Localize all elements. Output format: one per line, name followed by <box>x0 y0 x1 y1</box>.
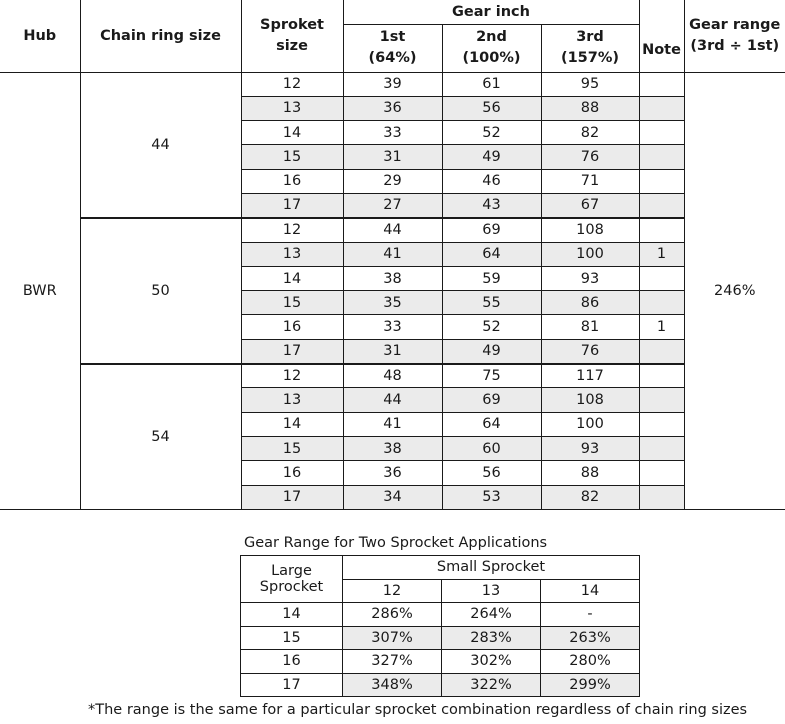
header-3rd-line1: 3rd <box>576 29 604 45</box>
note-cell <box>639 485 684 509</box>
two-sprocket-table <box>240 555 640 697</box>
note-cell <box>639 96 684 120</box>
note-cell: 1 <box>639 315 684 339</box>
header-sprocket-line2: size <box>276 37 308 54</box>
note-cell <box>639 121 684 145</box>
first-cell: 35 <box>343 291 442 315</box>
sprocket-cell: 16 <box>241 315 343 339</box>
chain-ring-cell: 54 <box>80 364 241 510</box>
footnote: *The range is the same for a particular sprocket combination regardless of chain ring sizes <box>88 702 748 718</box>
first-cell: 48 <box>343 364 442 388</box>
range-value-cell: 307% <box>343 626 442 650</box>
second-cell: 60 <box>442 436 541 460</box>
sprocket-cell: 12 <box>241 364 343 388</box>
two-sprocket-caption: Gear Range for Two Sprocket Applications <box>244 535 548 551</box>
header-1st-gear <box>343 24 442 72</box>
header-gear-range <box>684 0 785 72</box>
first-cell: 36 <box>343 96 442 120</box>
gear-inch-table-body <box>0 72 785 509</box>
third-cell: 108 <box>541 388 639 412</box>
third-cell: 71 <box>541 169 639 193</box>
large-sprocket-cell: 16 <box>241 650 343 674</box>
third-cell: 117 <box>541 364 639 388</box>
third-cell: 93 <box>541 436 639 460</box>
first-cell: 44 <box>343 388 442 412</box>
sprocket-cell: 13 <box>241 388 343 412</box>
hub-cell: BWR <box>0 72 80 509</box>
sprocket-cell: 17 <box>241 193 343 217</box>
range-value-cell: 286% <box>343 603 442 627</box>
header-small-col: 13 <box>442 579 541 603</box>
first-cell: 31 <box>343 339 442 363</box>
range-value-cell: 264% <box>442 603 541 627</box>
second-cell: 52 <box>442 315 541 339</box>
note-cell <box>639 145 684 169</box>
second-cell: 52 <box>442 121 541 145</box>
header-2nd-line1: 2nd <box>476 29 507 45</box>
sprocket-cell: 15 <box>241 291 343 315</box>
table-row <box>241 603 640 627</box>
note-cell: 1 <box>639 242 684 266</box>
third-cell: 93 <box>541 266 639 290</box>
second-cell: 49 <box>442 339 541 363</box>
header-sprocket-line1: Sproket <box>260 16 324 33</box>
first-cell: 29 <box>343 169 442 193</box>
large-sprocket-cell: 14 <box>241 603 343 627</box>
third-cell: 76 <box>541 339 639 363</box>
first-cell: 44 <box>343 218 442 242</box>
first-cell: 41 <box>343 242 442 266</box>
header-range-line2: (3rd ÷ 1st) <box>690 37 780 54</box>
third-cell: 82 <box>541 485 639 509</box>
note-cell <box>639 169 684 193</box>
second-cell: 69 <box>442 218 541 242</box>
second-cell: 43 <box>442 193 541 217</box>
note-cell <box>639 412 684 436</box>
second-cell: 53 <box>442 485 541 509</box>
header-gear-inch: Gear inch <box>343 0 639 24</box>
header-2nd-line2: (100%) <box>462 50 521 66</box>
header-small-sprocket: Small Sprocket <box>343 556 640 580</box>
header-hub: Hub <box>0 0 80 72</box>
table-row <box>0 72 785 96</box>
header-small-col: 12 <box>343 579 442 603</box>
table-row <box>241 650 640 674</box>
table-row <box>0 364 785 388</box>
range-value-cell: 322% <box>442 673 541 697</box>
chain-ring-cell: 44 <box>80 72 241 218</box>
note-cell <box>639 364 684 388</box>
second-cell: 75 <box>442 364 541 388</box>
sprocket-cell: 14 <box>241 412 343 436</box>
header-3rd-gear <box>541 24 639 72</box>
third-cell: 67 <box>541 193 639 217</box>
header-large-sprocket <box>241 556 343 603</box>
first-cell: 33 <box>343 121 442 145</box>
first-cell: 34 <box>343 485 442 509</box>
second-cell: 69 <box>442 388 541 412</box>
third-cell: 100 <box>541 412 639 436</box>
sprocket-cell: 15 <box>241 436 343 460</box>
sprocket-cell: 16 <box>241 169 343 193</box>
range-value-cell: 327% <box>343 650 442 674</box>
range-value-cell: 302% <box>442 650 541 674</box>
first-cell: 27 <box>343 193 442 217</box>
large-sprocket-cell: 17 <box>241 673 343 697</box>
sprocket-cell: 13 <box>241 96 343 120</box>
first-cell: 39 <box>343 72 442 96</box>
second-cell: 64 <box>442 242 541 266</box>
gear-range-cell: 246% <box>684 72 785 509</box>
chain-ring-cell: 50 <box>80 218 241 364</box>
range-value-cell: 263% <box>541 626 640 650</box>
sprocket-cell: 17 <box>241 339 343 363</box>
first-cell: 31 <box>343 145 442 169</box>
note-cell <box>639 266 684 290</box>
note-cell <box>639 339 684 363</box>
third-cell: 82 <box>541 121 639 145</box>
note-cell <box>639 218 684 242</box>
sprocket-cell: 14 <box>241 266 343 290</box>
second-cell: 56 <box>442 96 541 120</box>
third-cell: 100 <box>541 242 639 266</box>
second-cell: 46 <box>442 169 541 193</box>
header-sprocket-size <box>241 0 343 72</box>
header-chain-ring-size: Chain ring size <box>80 0 241 72</box>
second-cell: 59 <box>442 266 541 290</box>
second-cell: 56 <box>442 461 541 485</box>
table-row <box>241 673 640 697</box>
range-value-cell: 348% <box>343 673 442 697</box>
first-cell: 38 <box>343 436 442 460</box>
header-3rd-line2: (157%) <box>560 50 620 66</box>
second-cell: 49 <box>442 145 541 169</box>
first-cell: 36 <box>343 461 442 485</box>
range-value-cell: - <box>541 603 640 627</box>
header-1st-line2: (64%) <box>368 50 417 66</box>
header-note: Note <box>639 0 684 72</box>
third-cell: 86 <box>541 291 639 315</box>
note-cell <box>639 436 684 460</box>
third-cell: 76 <box>541 145 639 169</box>
header-2nd-gear <box>442 24 541 72</box>
sprocket-cell: 12 <box>241 218 343 242</box>
header-small-col: 14 <box>541 579 640 603</box>
third-cell: 88 <box>541 461 639 485</box>
range-value-cell: 280% <box>541 650 640 674</box>
header-range-line1: Gear range <box>689 16 781 33</box>
header-1st-line1: 1st <box>379 29 406 45</box>
large-sprocket-cell: 15 <box>241 626 343 650</box>
table-row <box>241 626 640 650</box>
sprocket-cell: 15 <box>241 145 343 169</box>
third-cell: 88 <box>541 96 639 120</box>
header-large-line1: Large <box>271 563 312 579</box>
header-large-line2: Sprocket <box>259 579 324 595</box>
table-row <box>0 218 785 242</box>
first-cell: 33 <box>343 315 442 339</box>
two-sprocket-table-body <box>241 556 640 697</box>
second-cell: 55 <box>442 291 541 315</box>
second-cell: 64 <box>442 412 541 436</box>
note-cell <box>639 291 684 315</box>
sprocket-cell: 17 <box>241 485 343 509</box>
note-cell <box>639 388 684 412</box>
first-cell: 38 <box>343 266 442 290</box>
third-cell: 81 <box>541 315 639 339</box>
second-cell: 61 <box>442 72 541 96</box>
sprocket-cell: 16 <box>241 461 343 485</box>
range-value-cell: 283% <box>442 626 541 650</box>
note-cell <box>639 72 684 96</box>
note-cell <box>639 461 684 485</box>
sprocket-cell: 12 <box>241 72 343 96</box>
third-cell: 95 <box>541 72 639 96</box>
sprocket-cell: 14 <box>241 121 343 145</box>
third-cell: 108 <box>541 218 639 242</box>
first-cell: 41 <box>343 412 442 436</box>
sprocket-cell: 13 <box>241 242 343 266</box>
note-cell <box>639 193 684 217</box>
range-value-cell: 299% <box>541 673 640 697</box>
